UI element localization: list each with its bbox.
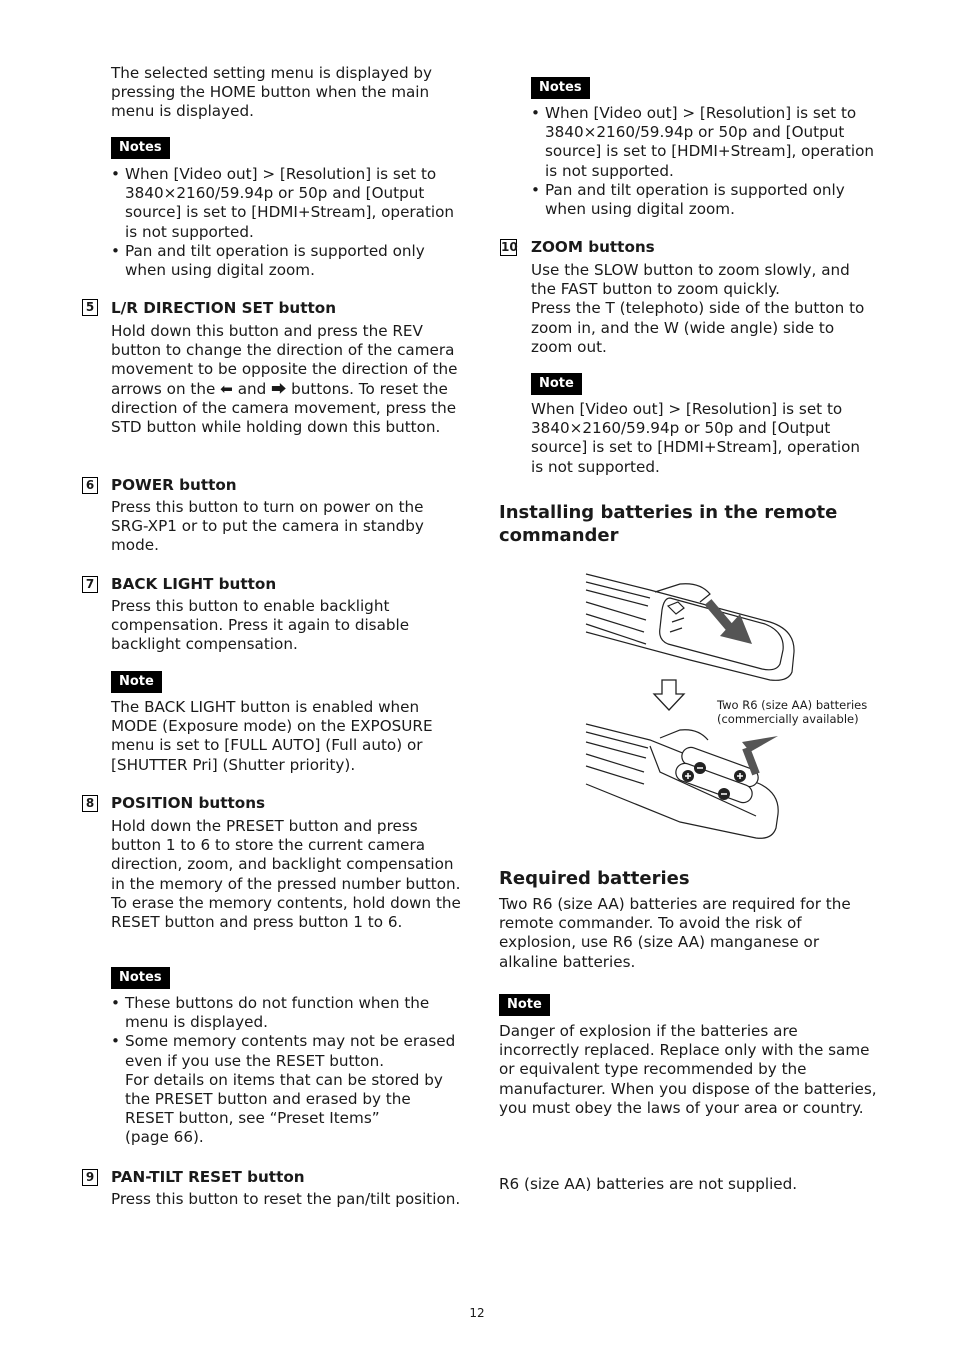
item-number-9: 9 [82, 1169, 98, 1186]
note-tag: Note [111, 671, 162, 693]
item-number-6: 6 [82, 477, 98, 494]
item-description: Press this button to reset the pan/tilt position. [111, 1190, 461, 1208]
note-continuation: For details on items that can be stored by the PRESET button and erased by the RESET button, see “Preset Items” [125, 1070, 443, 1128]
note-item: • When [Video out] > [Resolution] is set to 3840×2160/59.94p or 50p and [Output source] is set to [HDMI+Stream], operation is not supported. [531, 104, 876, 181]
notes-label [111, 137, 170, 159]
note-label [111, 671, 162, 693]
text-part: and [237, 379, 267, 398]
item-text: Use the SLOW button to zoom slowly, and the FAST button to zoom quickly. [531, 261, 850, 299]
down-arrow-icon [654, 680, 684, 710]
note-item: • Pan and tilt operation is supported only when using digital zoom. [111, 242, 461, 280]
item-title: ZOOM buttons [531, 238, 655, 256]
page-number: 12 [469, 1306, 485, 1320]
note-item: • These buttons do not function when the menu is displayed. [111, 994, 461, 1032]
section-text: Two R6 (size AA) batteries are required for the remote commander. To avoid the risk of explosion, use R6 (size AA) manganese or alkaline batteries. [499, 895, 851, 971]
note-label [531, 373, 582, 395]
note-tag: Note [531, 373, 582, 395]
figure-caption [717, 698, 917, 726]
note-text: When [Video out] > [Resolution] is set to 3840×2160/59.94p or 50p and [Output source] is set to [HDMI+Stream], operation is not supported. [531, 400, 861, 476]
note-item: • Pan and tilt operation is supported only when using digital zoom. [531, 181, 876, 219]
text-part: buttons. To reset the direction of the camera movement, press the STD button while holding down this button. [111, 379, 457, 437]
item-number-8: 8 [82, 795, 98, 812]
intro-text: The selected setting menu is displayed by pressing the HOME button when the main menu is displayed. [111, 64, 433, 121]
item-number-7: 7 [82, 576, 98, 593]
item-description: Press this button to enable backlight compensation. Press it again to disable backlight compensation. [111, 597, 410, 654]
item-title: PAN-TILT RESET button [111, 1168, 305, 1186]
section-title: Installing batteries in the remote commander [499, 502, 838, 546]
note-text: Danger of explosion if the batteries are incorrectly replaced. Replace only with the same or equivalent type recommended by the manufacturer. When you dispose of the batteries, you must obey the laws of your area or country. [499, 1022, 877, 1117]
item-description: Press this button to turn on power on the SRG-XP1 or to put the camera in standby mode. [111, 498, 424, 555]
item-title: L/R DIRECTION SET button [111, 299, 337, 317]
arrow-right-icon: ⮕ [271, 379, 287, 398]
notes-label [111, 967, 170, 989]
item-text: To erase the memory contents, hold down the RESET button and press button 1 to 6. [111, 893, 461, 932]
notes-tag: Notes [531, 77, 590, 99]
page-reference: (page 66). [125, 1128, 204, 1147]
notes-list [111, 994, 461, 1148]
item-text: Press the T (telephoto) side of the button to zoom in, and the W (wide angle) side to zoom out. [531, 299, 865, 356]
notes-label [531, 77, 590, 99]
note-item: • When [Video out] > [Resolution] is set to 3840×2160/59.94p or 50p and [Output source] is set to [HDMI+Stream], operation is not supported. [111, 165, 461, 242]
section-title: Required batteries [499, 868, 690, 889]
item-title: BACK LIGHT button [111, 575, 277, 593]
notes-list [531, 104, 876, 219]
note-item: • Some memory contents may not be erased even if you use the RESET button. [111, 1032, 461, 1070]
item-title: POWER button [111, 476, 237, 494]
notes-tag: Notes [111, 137, 170, 159]
item-text: Hold down the PRESET button and press button 1 to 6 to store the current camera direction, zoom, and backlight compensation in the memory of the pressed number button. [111, 817, 461, 893]
note-text: The BACK LIGHT button is enabled when MODE (Exposure mode) on the EXPOSURE menu is set to [FULL AUTO] (Full auto) or [SHUTTER Pri] (Shutter priority). [111, 698, 433, 774]
item-description [531, 261, 876, 357]
item-number-5: 5 [82, 299, 98, 316]
supply-note: R6 (size AA) batteries are not supplied. [499, 1175, 798, 1193]
remote-top-drawing [586, 574, 794, 680]
caption-line: Two R6 (size AA) batteries [717, 698, 868, 712]
item-number-10: 10 [501, 240, 518, 254]
item-description [111, 322, 461, 437]
item-description [111, 817, 461, 932]
arrow-left-icon: ⬅ [220, 379, 233, 398]
notes-tag: Notes [111, 967, 170, 989]
note-label [499, 994, 550, 1016]
caption-line: (commercially available) [717, 712, 859, 726]
note-tag: Note [499, 994, 550, 1016]
item-title: POSITION buttons [111, 794, 266, 812]
notes-list [111, 165, 461, 280]
text-part: Hold down this button and press the REV button to change the direction of the camera movement to be opposite the direction of the arrows on the [111, 322, 458, 398]
